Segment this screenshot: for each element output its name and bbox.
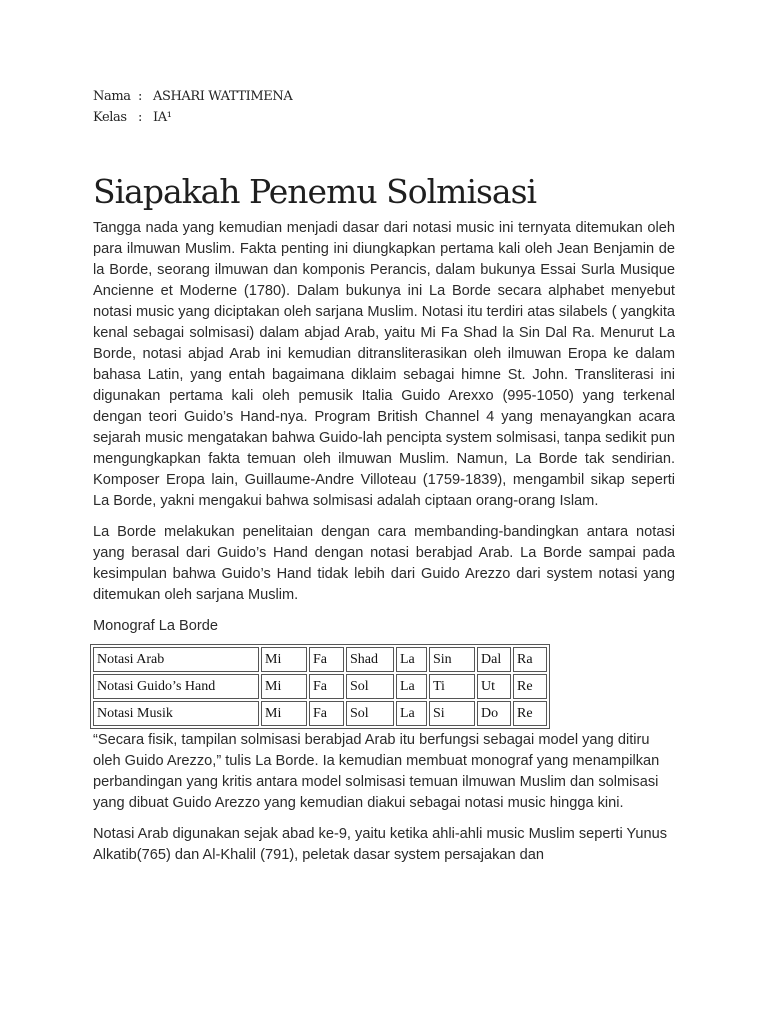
class-value: IA¹ — [153, 110, 172, 125]
table-cell: Notasi Arab — [93, 647, 259, 672]
table-cell: Ra — [513, 647, 547, 672]
table-cell: Sin — [429, 647, 475, 672]
name-label: Nama — [93, 89, 131, 104]
table-row — [93, 674, 547, 699]
monograph-table — [90, 644, 550, 729]
class-separator: : — [138, 110, 142, 125]
table-cell: Si — [429, 701, 475, 726]
document-title: Siapakah Penemu Solmisasi — [93, 172, 537, 211]
table-cell: Mi — [261, 674, 307, 699]
paragraph-1: Tangga nada yang kemudian menjadi dasar dari notasi music ini ternyata ditemukan oleh para ilmuwan Muslim. Fakta penting ini diungkapkan pertama kali oleh Jean Benjamin de la Borde, seorang ilmuwan dan komponis Perancis, dalam bukunya Essai Surla Musique Ancienne et Moderne (1780). Dalam bukunya ini La Borde secara alphabet menyebut notasi music yang diciptakan oleh sarjana Muslim. Notasi itu terdiri atas silabels ( yangkita kenal sebagai solmisasi) dalam abjad Arab, yaitu Mi Fa Shad la Sin Dal Ra. Menurut La Borde, notasi abjad Arab ini kemudian ditransliterasikan oleh ilmuwan Eropa ke dalam bahasa Latin, yang entah bagaimana diklaim sebagai himne St. John. Transliterasi ini digunakan pertama kali oleh pemusik Italia Guido Arexxo (995-1050) yang terkenal dengan teori Guido’s Hand-nya. Program British Channel 4 yang menayangkan acara sejarah music mengatakan bahwa Guido-lah pencipta system solmisasi, tanpa sedikit pun mengungkapkan fakta temuan oleh ilmuwan Muslim. Namun, La Borde tak sendirian. Komposer Eropa lain, Guillaume-Andre Villoteau (1759-1839), mengambil sikap seperti La Borde, yakni mengakui bahwa solmisasi adalah ciptaan orang-orang Islam. — [93, 220, 675, 509]
document-page — [93, 86, 675, 876]
paragraph-4: Notasi Arab digunakan sejak abad ke-9, yaitu ketika ahli-ahli music Muslim seperti Yunus Alkatib(765) dan Al-Khalil (791), peletak dasar system persajakan dan — [93, 826, 668, 863]
table-cell: La — [396, 647, 427, 672]
table-cell: Sol — [346, 701, 394, 726]
table-cell: Fa — [309, 674, 344, 699]
name-separator: : — [138, 89, 142, 104]
table-cell: Notasi Guido’s Hand — [93, 674, 259, 699]
table-cell: Sol — [346, 674, 394, 699]
table-cell: Shad — [346, 647, 394, 672]
table-cell: Re — [513, 701, 547, 726]
student-info — [93, 86, 675, 128]
table-row — [93, 701, 547, 726]
table-cell: Do — [477, 701, 511, 726]
table-cell: Mi — [261, 701, 307, 726]
table-cell: La — [396, 674, 427, 699]
table-cell: Fa — [309, 647, 344, 672]
table-cell: Dal — [477, 647, 511, 672]
table-cell: Ti — [429, 674, 475, 699]
table-cell: Fa — [309, 701, 344, 726]
table-cell: Re — [513, 674, 547, 699]
paragraph-2: La Borde melakukan penelitaian dengan cara membanding-bandingkan antara notasi yang berasal dari Guido’s Hand dengan notasi berabjad Arab. La Borde sampai pada kesimpulan bahwa Guido’s Hand tidak lebih dari Guido Arezzo dari system notasi yang ditemukan oleh sarjana Muslim. — [93, 524, 675, 603]
name-row — [93, 86, 675, 107]
table-caption: Monograf La Borde — [93, 618, 218, 634]
table-row — [93, 647, 547, 672]
class-row — [93, 107, 675, 128]
table-cell: Mi — [261, 647, 307, 672]
class-label: Kelas — [93, 110, 127, 125]
table-cell: La — [396, 701, 427, 726]
table-cell: Ut — [477, 674, 511, 699]
name-value: ASHARI WATTIMENA — [153, 89, 293, 104]
table-cell: Notasi Musik — [93, 701, 259, 726]
paragraph-3: “Secara fisik, tampilan solmisasi berabjad Arab itu berfungsi sebagai model yang ditiru oleh Guido Arezzo,” tulis La Borde. Ia kemudian membuat monograf yang menampilkan perbandingan yang kritis antara model solmisasi temuan ilmuwan Muslim dan solmisasi yang dibuat Guido Arezzo yang kemudian diakui sebagai notasi music hingga kini. — [93, 732, 660, 811]
